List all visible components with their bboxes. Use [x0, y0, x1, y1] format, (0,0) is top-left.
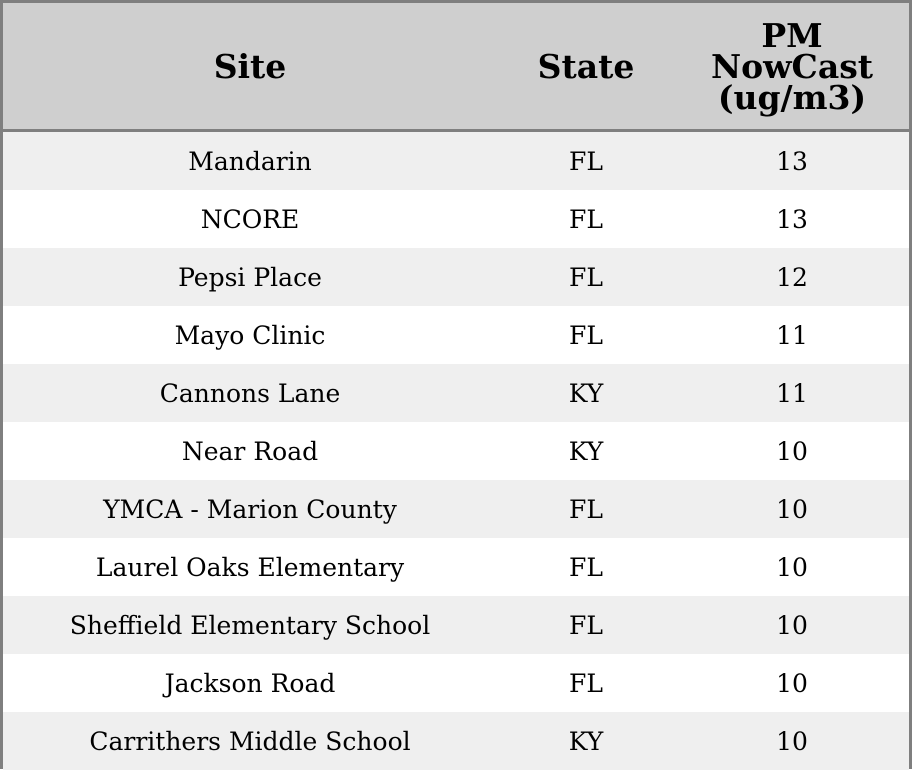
pm-value-cell: 13: [776, 204, 808, 234]
table-row: [3, 422, 909, 480]
site-cell: YMCA - Marion County: [103, 494, 397, 524]
table-row: [3, 538, 909, 596]
table-row: [3, 132, 909, 190]
state-cell: KY: [568, 436, 604, 466]
header-pm-nowcast: PM NowCast (ug/m3): [710, 15, 874, 117]
state-cell: FL: [569, 610, 603, 640]
site-cell: Pepsi Place: [178, 262, 322, 292]
site-cell: Carrithers Middle School: [89, 726, 411, 756]
pm-value-cell: 11: [776, 378, 808, 408]
state-cell: FL: [569, 320, 603, 350]
pm-value-cell: 10: [776, 726, 808, 756]
site-cell: Sheffield Elementary School: [69, 610, 431, 640]
site-cell: NCORE: [200, 204, 300, 234]
state-cell: FL: [569, 262, 603, 292]
table-row: [3, 596, 909, 654]
pm-value-cell: 11: [776, 320, 808, 350]
header-state: State: [537, 46, 635, 86]
pm-value-cell: 10: [776, 436, 808, 466]
table-row: [3, 248, 909, 306]
pm-value-cell: 12: [776, 262, 808, 292]
pm-value-cell: 10: [776, 668, 808, 698]
table-row: [3, 364, 909, 422]
table-row: [3, 480, 909, 538]
site-cell: Mayo Clinic: [174, 320, 326, 350]
pm-value-cell: 13: [776, 146, 808, 176]
state-cell: FL: [569, 668, 603, 698]
state-cell: FL: [569, 494, 603, 524]
table-row: [3, 306, 909, 364]
site-cell: Near Road: [181, 436, 319, 466]
header-site: Site: [213, 46, 287, 86]
state-cell: FL: [569, 552, 603, 582]
state-cell: KY: [568, 726, 604, 756]
table-row: [3, 190, 909, 248]
pm-value-cell: 10: [776, 610, 808, 640]
pm-value-cell: 10: [776, 552, 808, 582]
site-cell: Cannons Lane: [159, 378, 341, 408]
site-cell: Mandarin: [188, 146, 312, 176]
site-cell: Laurel Oaks Elementary: [95, 552, 405, 582]
state-cell: KY: [568, 378, 604, 408]
table-row: [3, 712, 909, 770]
state-cell: FL: [569, 146, 603, 176]
state-cell: FL: [569, 204, 603, 234]
pm-value-cell: 10: [776, 494, 808, 524]
site-cell: Jackson Road: [164, 668, 336, 698]
table-header: [3, 3, 909, 132]
table-row: [3, 654, 909, 712]
